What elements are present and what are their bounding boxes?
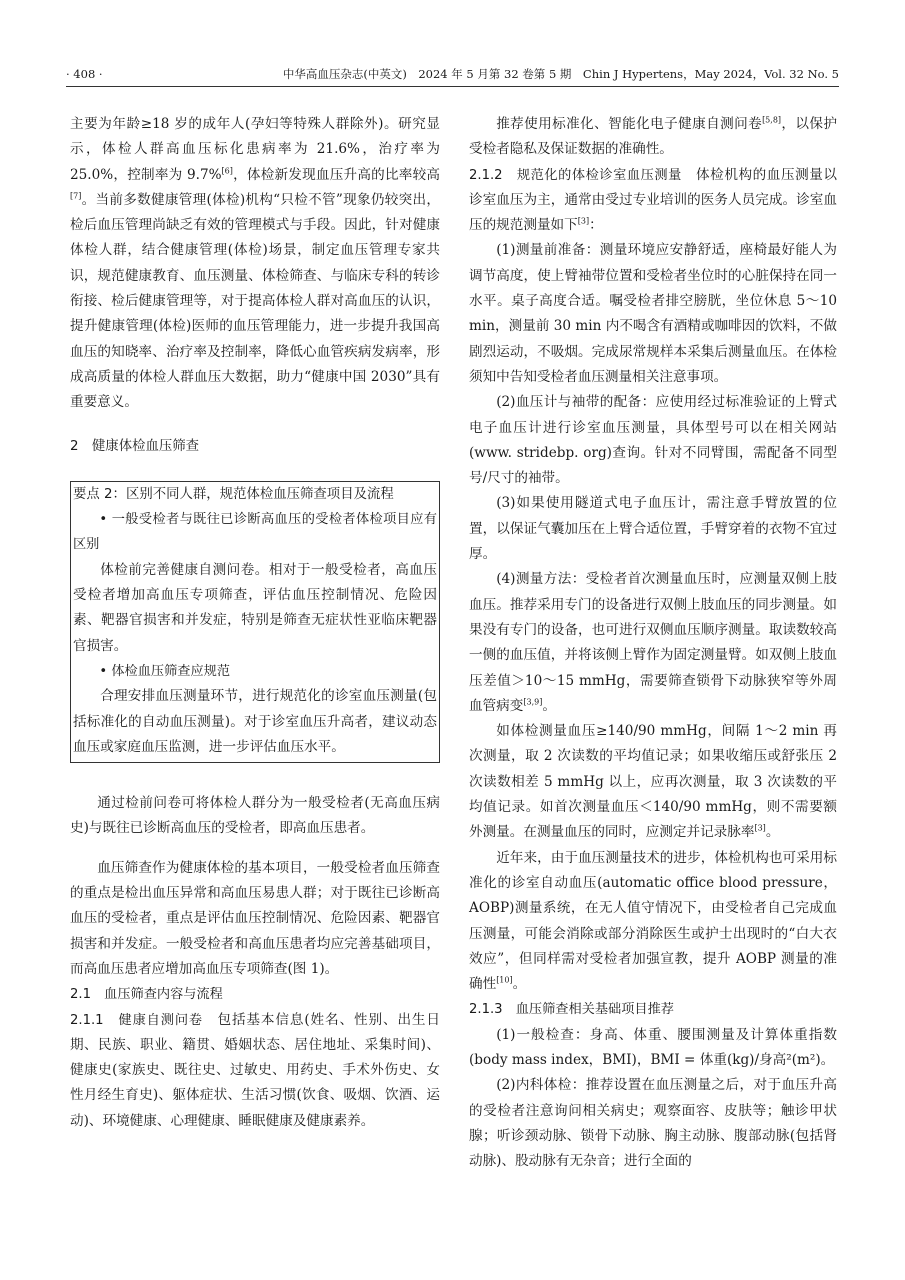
paragraph: (2)血压计与袖带的配备：应使用经过标准验证的上臂式电子血压计进行诊室血压测量，具体型号可以在相关网站(www. stridebp. org)查询。针对不同臂围，需配备不同型号/尺寸的袖带。 xyxy=(469,394,837,487)
paragraph: 主要为年龄≥18 岁的成年人(孕妇等特殊人群除外)。研究显示，体检人群高血压标化患病率为 21.6%，治疗率为 25.0%，控制率为 9.7%[6]，体检新发现血压升高的比率较高[7]。当前多数健康管理(体检)机构“只检不管”现象仍较突出，检后血压管理尚缺乏有效的管理模式与手段。因此，针对健康体检人群，结合健康管理(体检)场景，制定血压管理专家共识，规范健康教育、血压测量、体检筛查、与临床专科的转诊衔接、检后健康管理等，对于提高体检人群对高血压的认识，提升健康管理(体检)医师的血压管理能力，进一步提升我国高血压的知晓率、治疗率及控制率，降低心血管疾病发病率，形成高质量的体检人群血压大数据，助力“健康中国 2030”具有重要意义。 xyxy=(70,116,440,411)
key-point-text: 合理安排血压测量环节，进行规范化的诊室血压测量(包括标准化的自动血压测量)。对于诊室血压升高者，建议动态血压或家庭血压监测，进一步评估血压水平。 xyxy=(73,688,437,755)
subsubsection-heading: 2.1.1 健康自测问卷 xyxy=(70,1012,203,1028)
running-header xyxy=(66,64,839,87)
paragraph: (2)内科体检：推荐设置在血压测量之后，对于血压升高的受检者注意询问相关病史；观察面容、皮肤等；触诊甲状腺；听诊颈动脉、锁骨下动脉、胸主动脉、腹部动脉(包括肾动脉)、股动脉有无杂音；进行全面的 xyxy=(469,1077,837,1170)
paragraph: 血压筛查作为健康体检的基本项目，一般受检者血压筛查的重点是检出血压异常和高血压易患人群；对于既往已诊断高血压的受检者，重点是评估血压控制情况、危险因素、靶器官损害和并发症。一般受检者和高血压患者均应完善基础项目，而高血压患者应增加高血压专项筛查(图 1)。 xyxy=(70,859,440,977)
paragraph: 推荐使用标准化、智能化电子健康自测问卷[5,8]，以保护受检者隐私及保证数据的准确性。 xyxy=(469,115,838,158)
key-point-title: 要点 2：区别不同人群，规范体检血压筛查项目及流程 xyxy=(73,486,394,502)
key-point-bullet: • 一般受检者与既往已诊断高血压的受检者体检项目应有区别 xyxy=(73,512,437,553)
paragraph: 如体检测量血压≥140/90 mmHg，间隔 1～2 min 再次测量，取 2 次读数的平均值记录；如果收缩压或舒张压 2 次读数相差 5 mmHg 以上，应再次测量，取 3 次读数的平均值记录。如首次测量血压＜140/90 mmHg，则不需要额外测量。在测量血压的同时，应测定并记录脉率[3]。 xyxy=(469,723,837,841)
subsubsection-heading: 2.1.3 血压筛查相关基础项目推荐 xyxy=(469,1002,674,1018)
paragraph: (1)测量前准备：测量环境应安静舒适，座椅最好能人为调节高度，使上臂袖带位置和受检者坐位时的心脏保持在同一水平。桌子高度合适。嘱受检者排空膀胱，坐位休息 5～10 min，测量前 30 min 内不喝含有酒精或咖啡因的饮料，不做剧烈运动，不吸烟。完成尿常规样本采集后测量血压。在体检须知中告知受检者血压测量相关注意事项。 xyxy=(469,242,837,385)
right-column xyxy=(469,112,837,1174)
paragraph: 2.1.1 健康自测问卷 包括基本信息(姓名、性别、出生日期、民族、职业、籍贯、婚姻状态、居住地址、采集时间)、健康史(家族史、既往史、过敏史、用药史、手术外伤史、女性月经生育史)、躯体症状、生活习惯(饮食、吸烟、饮酒、运动)、环境健康、心理健康、睡眠健康及健康素养。 xyxy=(70,1011,440,1129)
page-number: · 408 · xyxy=(66,67,103,81)
paragraph: (1)一般检查：身高、体重、腰围测量及计算体重指数(body mass index，BMI)，BMI = 体重(kg)/身高²(m²)。 xyxy=(469,1026,837,1068)
paragraph: 通过检前问卷可将体检人群分为一般受检者(无高血压病史)与既往已诊断高血压的受检者，即高血压患者。 xyxy=(70,795,440,837)
paragraph: 近年来，由于血压测量技术的进步，体检机构也可采用标准化的诊室自动血压(automatic office blood pressure，AOBP)测量系统，在无人值守情况下，由受检者自己完成血压测量，可能会消除或部分消除医生或护士出现时的“白大衣效应”，但同样需对受检者加强宣教，提升 AOBP 测量的准确性[10]。 xyxy=(469,849,837,993)
journal-citation: 中华高血压杂志(中英文) 2024 年 5 月第 32 卷第 5 期 Chin J Hypertens，May 2024，Vol. 32 No. 5 xyxy=(282,67,839,81)
subsection-heading: 2.1 血压筛查内容与流程 xyxy=(70,987,223,1003)
paragraph: (3)如果使用隧道式电子血压计，需注意手臂放置的位置，以保证气囊加压在上臂合适位置，手臂穿着的衣物不宜过厚。 xyxy=(469,495,837,563)
left-column xyxy=(70,112,440,1134)
key-point-bullet: • 体检血压筛查应规范 xyxy=(99,663,231,679)
key-point-text: 体检前完善健康自测问卷。相对于一般受检者，高血压受检者增加高血压专项筛查，评估血压控制情况、危险因素、靶器官损害和并发症，特别是筛查无症状性亚临床靶器官损害。 xyxy=(73,561,437,654)
section-heading: 2 健康体检血压筛查 xyxy=(70,438,200,454)
subsubsection-heading: 2.1.2 规范化的体检诊室血压测量 xyxy=(469,167,682,183)
key-point-box xyxy=(70,481,440,763)
paragraph: 2.1.2 规范化的体检诊室血压测量 体检机构的血压测量以诊室血压为主，通常由受过专业培训的医务人员完成。诊室血压的规范测量如下[3]： xyxy=(469,166,838,234)
paragraph: (4)测量方法：受检者首次测量血压时，应测量双侧上肢血压。推荐采用专门的设备进行双侧上肢血压的同步测量。如果没有专门的设备，也可进行双侧血压顺序测量。取读数较高一侧的血压值，并将该侧上臂作为固定测量臂。如双侧上肢血压差值＞10～15 mmHg，需要筛查锁骨下动脉狭窄等外周血管病变[3,9]。 xyxy=(469,571,837,714)
